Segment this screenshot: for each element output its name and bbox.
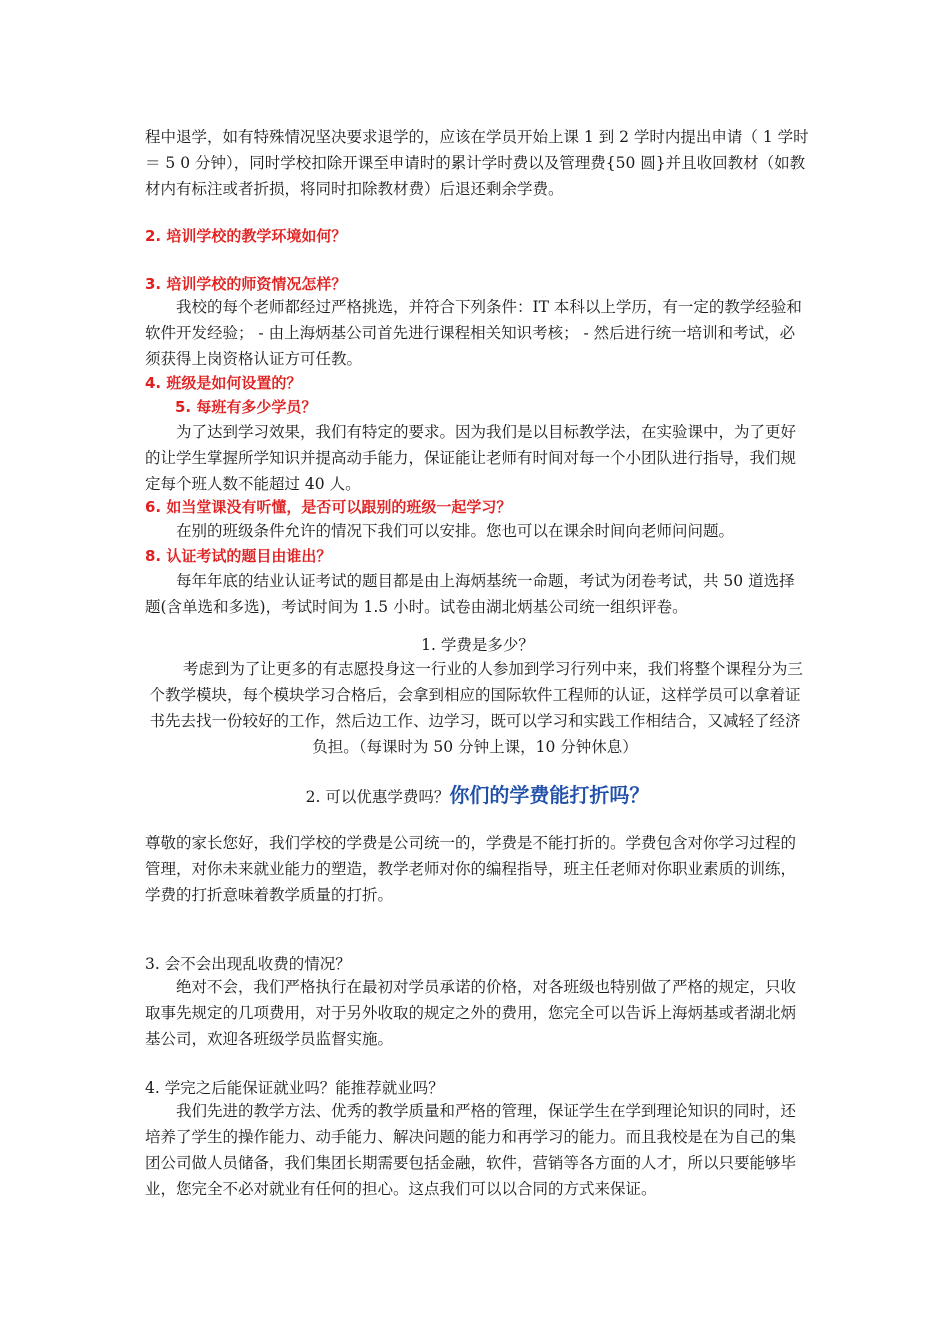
faq-question-join-other-class: 6. 如当堂课没有听懂，是否可以跟别的班级一起学习？ <box>145 498 512 516</box>
fee-answer-employment: 我们先进的教学方法、优秀的教学质量和严格的管理，保证学生在学到理论知识的同时，还培养了学生的操作能力、动手能力、解决问题的能力和再学习的能力。而且我校是在为自己的集团公司做人员储备，我们集团长期需要包括金融，软件，营销等各方面的人才，所以只要能够毕业，您完全不必对就业有任何的担心。这点我们可以以合同的方式来保证。 <box>145 1102 797 1198</box>
faq-answer-class-size: 为了达到学习效果，我们有特定的要求。因为我们是以目标教学法，在实验课中，为了更好的让学生掌握所学知识并提高动手能力，保证能让老师有时间对每一个小团队进行指导，我们规定每个班人数不能超过 40 人。 <box>145 423 797 493</box>
fee-question-amount: 1. 学费是多少？ <box>421 636 534 654</box>
faq-answer-join-other-class: 在别的班级条件允许的情况下我们可以安排。您也可以在课余时间向老师问问题。 <box>176 522 735 540</box>
faq-answer-teachers: 我校的每个老师都经过严格挑选，并符合下列条件：IT 本科以上学历，有一定的教学经验和软件开发经验； - 由上海炳基公司首先进行课程相关知识考核； - 然后进行统一培训和考试，必须获得上岗资格认证方可任教。 <box>145 298 802 368</box>
intro-paragraph: 程中退学，如有特殊情况坚决要求退学的，应该在学员开始上课 1 到 2 学时内提出申请（ 1 学时＝ 5 0 分钟），同时学校扣除开课至申请时的累计学时费以及管理费{50 圆}并且收回教材（如教材内有标注或者折损，将同时扣除教材费）后退还剩余学费。 <box>145 128 809 198</box>
faq-question-exam: 8. 认证考试的题目由谁出？ <box>145 547 332 565</box>
fee-answer-discount: 尊敬的家长您好，我们学校的学费是公司统一的，学费是不能打折的。学费包含对你学习过程的管理，对你未来就业能力的塑造，教学老师对你的编程指导，班主任老师对你职业素质的训练，学费的打折意味着教学质量的打折。 <box>145 834 797 904</box>
fee-question-overcharge: 3. 会不会出现乱收费的情况？ <box>145 955 351 973</box>
fee-question-employment: 4. 学完之后能保证就业吗？能推荐就业吗？ <box>145 1079 444 1097</box>
faq-question-class-setup: 4. 班级是如何设置的？ <box>145 374 302 392</box>
fee-answer-amount: 考虑到为了让更多的有志愿投身这一行业的人参加到学习行列中来，我们将整个课程分为三个教学模块，每个模块学习合格后，会拿到相应的国际软件工程师的认证，这样学员可以拿着证书先去找一份较好的工作，然后边工作、边学习，既可以学习和实践工作相结合，又减轻了经济负担。（每课时为 50 分钟上课，10 分钟休息） <box>149 660 803 756</box>
faq-question-environment: 2. 培训学校的教学环境如何？ <box>145 227 347 245</box>
faq-question-teachers: 3. 培训学校的师资情况怎样？ <box>145 275 347 293</box>
fee-question-discount <box>145 780 810 812</box>
fee-question-discount-prefix: 2. 可以优惠学费吗？ <box>305 788 450 806</box>
faq-answer-exam: 每年年底的结业认证考试的题目都是由上海炳基统一命题，考试为闭卷考试，共 50 道选择题(含单选和多选)，考试时间为 1.5 小时。试卷由湖北炳基公司统一组织评卷。 <box>145 572 795 616</box>
fee-answer-overcharge: 绝对不会，我们严格执行在最初对学员承诺的价格，对各班级也特别做了严格的规定，只收取事先规定的几项费用，对于另外收取的规定之外的费用，您完全可以告诉上海炳基或者湖北炳基公司，欢迎各班级学员监督实施。 <box>145 978 797 1048</box>
faq-question-class-size: 5. 每班有多少学员？ <box>175 398 317 416</box>
fee-question-discount-emphasis: 你们的学费能打折吗？ <box>449 783 650 807</box>
